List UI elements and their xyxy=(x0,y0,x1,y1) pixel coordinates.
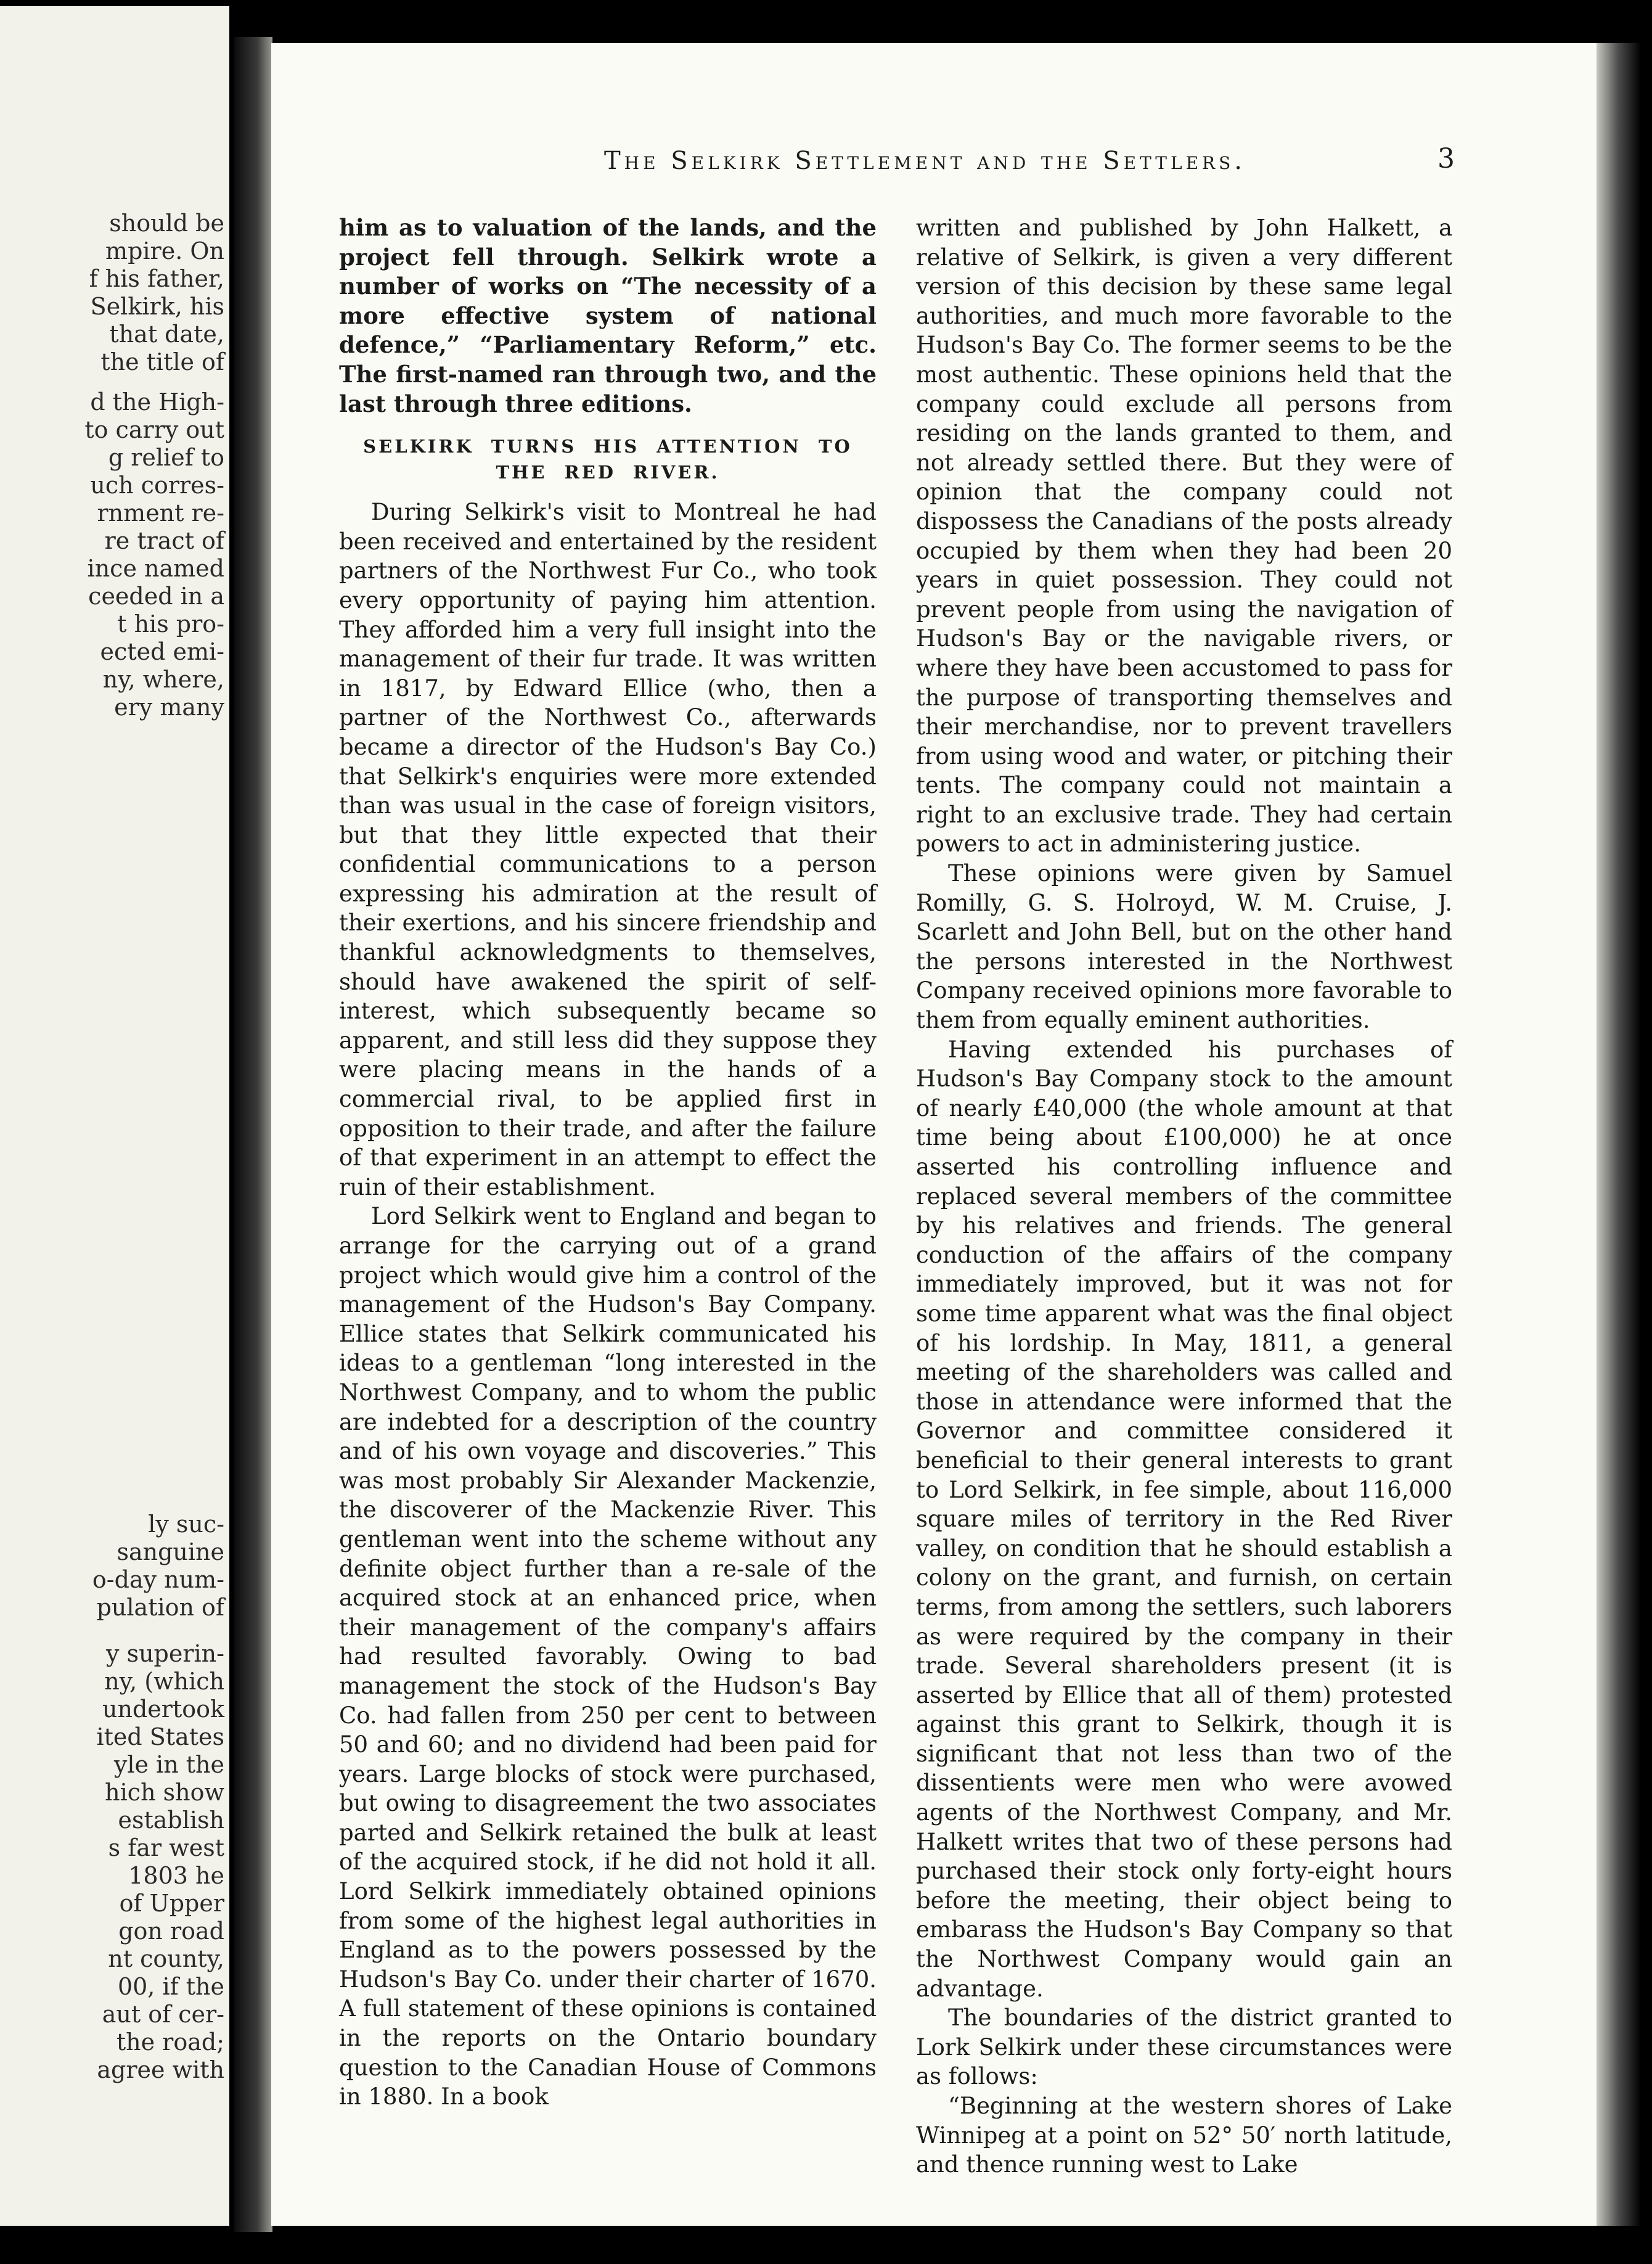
previous-page-line: rnment re- xyxy=(97,499,224,527)
previous-page-line: ly suc- xyxy=(148,1511,224,1538)
previous-page-line: that date, xyxy=(109,321,224,348)
previous-page-line: d the High- xyxy=(90,388,224,416)
paragraph: Having extended his purchases of Hudson's Bay Company stock to the amount of nearly £40,000 (the whole amount at that time being about £100,000) he at once asserted his controlling influence and replaced several members of the committee by his relatives and friends. The general conduction of the affairs of the company immediately improved, but it was not for some time apparent what was the final object of his lordship. In May, 1811, a general meeting of the shareholders was called and those in attendance were informed that the Governor and committee considered it beneficial to their general interests to grant to Lord Selkirk, in fee simple, about 116,000 square miles of territory in the Red River valley, on condition that he should establish a colony on the grant, and furnish, on certain terms, from among the settlers, such laborers as were required by the company in their trade. Several shareholders present (it is asserted by Ellice that all of them) protested against this grant to Selkirk, though it is significant that not less than two of the dissentients were men who were avowed agents of the Northwest Company, and Mr. Halkett writes that two of these persons had purchased their stock only forty-eight hours before the meeting, their object being to embarass the Hudson's Bay Company so that the Northwest Company would gain an advantage. xyxy=(916,1036,1452,2002)
paragraph: Lord Selkirk went to England and began to arrange for the carrying out of a grand project which would give him a control of the management of the Hudson's Bay Company. Ellice states that Selkirk communicated his ideas to a gentleman “long interested in the Northwest Company, and to whom the public are indebted for a description of the country and of his own voyage and discoveries.” This was most probably Sir Alexander Mackenzie, the discoverer of the Mackenzie River. This gentleman went into the scheme without any definite object further than a re-sale of the acquired stock at an enhanced price, when their management of the company's affairs had resulted favorably. Owing to bad management the stock of the Hudson's Bay Co. had fallen from 250 per cent to between 50 and 60; and no dividend had been paid for years. Large blocks of stock were purchased, but owing to disagreement the two associates parted and Selkirk retained the bulk at least of the acquired stock, if he did not hold it all. Lord Selkirk immediately obtained opinions from some of the highest legal authorities in England as to the powers possessed by the Hudson's Bay Co. under their charter of 1670. A full statement of these opinions is contained in the reports on the Ontario boundary question to the Canadian House of Commons in 1880. In a book xyxy=(339,1203,877,2110)
running-head: The Selkirk Settlement and the Settlers. xyxy=(604,147,1246,175)
paragraph: The boundaries of the district granted to Lork Selkirk under these circumstances were as follows: xyxy=(916,2004,1452,2090)
previous-page-line: pulation of xyxy=(96,1594,224,1621)
previous-page-fragment xyxy=(0,6,229,2226)
page-right-edge xyxy=(1597,43,1652,2226)
previous-page-line: ited States xyxy=(96,1723,224,1750)
page-gutter-shadow xyxy=(234,37,272,2232)
previous-page-line: g relief to xyxy=(108,444,224,471)
previous-page-line: undertook xyxy=(102,1696,224,1723)
previous-page-line: Selkirk, his xyxy=(90,293,224,320)
block-quote: “Beginning at the western shores of Lake Winnipeg at a point on 52° 50′ north latitude, and thence running west to Lake xyxy=(916,2093,1452,2178)
previous-page-line: agree with xyxy=(97,2056,224,2083)
previous-page-line: aut of cer- xyxy=(102,2001,224,2028)
previous-page-line: sanguine xyxy=(117,1538,224,1565)
previous-page-line: the road; xyxy=(116,2028,224,2056)
paragraph: written and published by John Halkett, a relative of Selkirk, is given a very different version of this decision by these same legal authorities, and much more favorable to the Hudson's Bay Co. The former seems to be the most authentic. These opinions held that the company could exclude all persons from residing on the lands granted to them, and not already settled there. But they were of opinion that the company could not dispossess the Canadians of the posts already occupied by them when they had been 20 years in quiet possession. They could not prevent people from using the navigation of Hudson's Bay or the navigable rivers, or where they have been accustomed to pass for the purpose of transporting themselves and their merchandise, nor to prevent travellers from using wood and water, or pitching their tents. The company could not maintain a right to an exclusive trade. They had certain powers to act in administering justice. xyxy=(916,215,1452,858)
previous-page-line: hich show xyxy=(105,1779,224,1806)
previous-page-line: establish xyxy=(118,1807,224,1834)
previous-page-line: of Upper xyxy=(119,1890,224,1917)
previous-page-line: mpire. On xyxy=(105,237,224,265)
previous-page-line: to carry out xyxy=(84,416,224,443)
previous-page-line: ery many xyxy=(114,694,224,721)
previous-page-line: f his father, xyxy=(89,265,224,292)
previous-page-line: s far west xyxy=(108,1834,224,1861)
previous-page-line: should be xyxy=(109,210,224,237)
previous-page-line: the title of xyxy=(100,348,224,375)
section-heading: SELKIRK TURNS HIS ATTENTION TO THE RED RIVER. xyxy=(363,436,853,483)
previous-page-line: 1803 he xyxy=(128,1862,224,1889)
previous-page-line: ny, where, xyxy=(102,666,224,693)
left-column xyxy=(339,213,877,2112)
right-column xyxy=(916,213,1452,2180)
previous-page-line: ected emi- xyxy=(100,638,224,665)
previous-page-line: t his pro- xyxy=(117,610,224,638)
page-number: 3 xyxy=(1437,143,1455,174)
previous-page-line: yle in the xyxy=(113,1751,224,1778)
paragraph: During Selkirk's visit to Montreal he had been received and entertained by the resident partners of the Northwest Fur Co., who took every opportunity of paying him attention. They afforded him a very full insight into the management of their fur trade. It was written in 1817, by Edward Ellice (who, then a partner of the Northwest Co., afterwards became a director of the Hudson's Bay Co.) that Selkirk's enquiries were more extended than was usual in the case of foreign visitors, but that they little expected that their confidential communications to a person expressing his admiration at the result of their exertions, and his sincere friendship and thankful acknowledgments to themselves, should have awakened the spirit of self-interest, which subsequently became so apparent, and still less did they suppose they were placing means in the hands of a commercial rival, to be applied first in opposition to their trade, and after the failure of that experiment in an attempt to effect the ruin of their establishment. xyxy=(339,499,877,1200)
previous-page-line: nt county, xyxy=(108,1945,224,1972)
previous-page-line: o-day num- xyxy=(92,1566,224,1593)
previous-page-line: 00, if the xyxy=(117,1973,224,2000)
previous-page-line: gon road xyxy=(118,1917,224,1945)
previous-page-line: re tract of xyxy=(104,527,224,554)
paragraph: These opinions were given by Samuel Romilly, G. S. Holroyd, W. M. Cruise, J. Scarlett and John Bell, but on the other hand the persons interested in the Northwest Company received opinions more favorable to them from equally eminent authorities. xyxy=(916,860,1452,1034)
previous-page-line: y superin- xyxy=(106,1640,224,1667)
previous-page-line: ceeded in a xyxy=(88,583,224,610)
previous-page-line: uch corres- xyxy=(90,472,224,499)
previous-page-line: ny, (which xyxy=(104,1668,224,1695)
paragraph: him as to valuation of the lands, and the project fell through. Selkirk wrote a number of works on “The necessity of a more effective system of national defence,” “Parliamentary Reform,” etc. The first-named ran through two, and the last through three editions. xyxy=(339,214,877,417)
previous-page-line: ince named xyxy=(87,555,224,582)
